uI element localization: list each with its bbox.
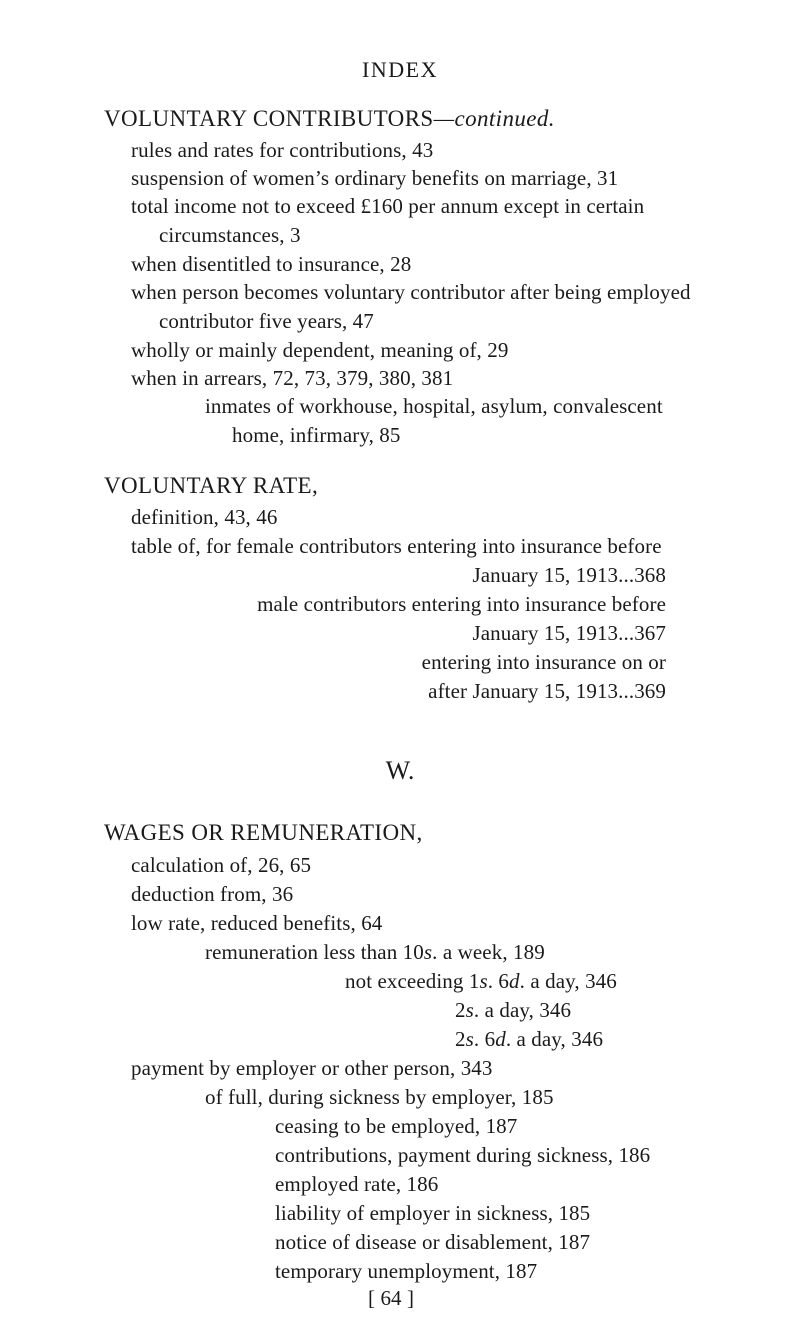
subentry-continuation: after January 15, 1913...369 xyxy=(428,679,666,703)
subentry-continuation: circumstances, 3 xyxy=(159,223,301,247)
text: . a day, 346 xyxy=(473,998,572,1022)
subentry-nested xyxy=(205,938,545,966)
page-title: INDEX xyxy=(362,57,438,82)
pence-abbr: d xyxy=(495,1027,506,1051)
subentry-nested: of full, during sickness by employer, 185 xyxy=(205,1085,554,1109)
shilling-abbr: s xyxy=(479,969,488,993)
subentry-nested: ceasing to be employed, 187 xyxy=(275,1114,518,1138)
entry-heading-wages: WAGES OR REMUNERATION, xyxy=(104,820,423,845)
text: . 6 xyxy=(473,1027,496,1051)
shilling-abbr: s xyxy=(465,1027,474,1051)
entry-heading-voluntary-contributors xyxy=(104,105,555,133)
subentry: calculation of, 26, 65 xyxy=(131,853,312,877)
subentry: suspension of women’s ordinary benefits on marriage, 31 xyxy=(131,166,619,190)
pence-abbr: d xyxy=(509,969,520,993)
section-letter: W. xyxy=(385,756,415,785)
subentry-nested xyxy=(345,967,617,995)
subentry: definition, 43, 46 xyxy=(131,505,278,529)
text: . 6 xyxy=(487,969,510,993)
continued-label: —continued. xyxy=(433,106,555,131)
subentry-nested: entering into insurance on or xyxy=(421,650,666,674)
subentry: deduction from, 36 xyxy=(131,882,294,906)
subentry: low rate, reduced benefits, 64 xyxy=(131,911,383,935)
text: . a day, 346 xyxy=(505,1027,604,1051)
subentry-nested xyxy=(455,1025,603,1053)
entry-heading-voluntary-rate: VOLUNTARY RATE, xyxy=(104,473,319,498)
subentry-nested: employed rate, 186 xyxy=(275,1172,439,1196)
subentry-continuation: contributor five years, 47 xyxy=(159,309,374,333)
subentry: when person becomes voluntary contributor after being employed xyxy=(131,280,691,304)
subentry-nested: inmates of workhouse, hospital, asylum, convalescent xyxy=(205,394,663,418)
subentry-nested xyxy=(455,996,571,1024)
subentry-nested: notice of disease or disablement, 187 xyxy=(275,1230,591,1254)
text: 2 xyxy=(455,1027,466,1051)
text: . a day, 346 xyxy=(519,969,617,993)
shilling-abbr: s xyxy=(465,998,474,1022)
subentry-nested: liability of employer in sickness, 185 xyxy=(275,1201,591,1225)
subentry: wholly or mainly dependent, meaning of, 29 xyxy=(131,338,509,362)
subentry-continuation: January 15, 1913...367 xyxy=(472,621,666,645)
text: remuneration less than 10 xyxy=(205,940,424,964)
subentry: total income not to exceed £160 per annum except in certain xyxy=(131,194,645,218)
subentry: table of, for female contributors entering into insurance before xyxy=(131,534,662,558)
subentry: when disentitled to insurance, 28 xyxy=(131,252,412,276)
page-number: [ 64 ] xyxy=(368,1286,415,1310)
subentry-continuation: January 15, 1913...368 xyxy=(472,563,666,587)
subentry-continuation: home, infirmary, 85 xyxy=(232,423,401,447)
subentry-nested: male contributors entering into insurance before xyxy=(257,592,666,616)
shilling-abbr: s xyxy=(423,940,433,964)
subentry-nested: temporary unemployment, 187 xyxy=(275,1259,538,1283)
subentry: rules and rates for contributions, 43 xyxy=(131,138,434,162)
subentry: payment by employer or other person, 343 xyxy=(131,1056,493,1080)
heading-text: VOLUNTARY CONTRIBUTORS xyxy=(104,106,434,131)
text: . a week, 189 xyxy=(432,940,545,964)
subentry: when in arrears, 72, 73, 379, 380, 381 xyxy=(131,366,454,390)
text: not exceeding 1 xyxy=(345,969,480,993)
subentry-nested: contributions, payment during sickness, 186 xyxy=(275,1143,651,1167)
text: 2 xyxy=(455,998,466,1022)
